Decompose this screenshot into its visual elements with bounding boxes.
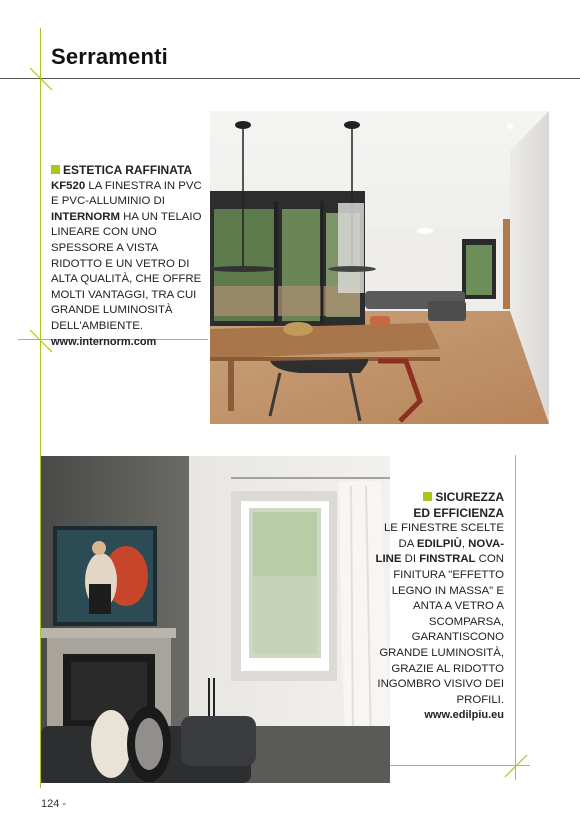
- crop-mark-bottom-right: [503, 753, 529, 779]
- heading-text-line2: ED EFFICIENZA: [413, 505, 504, 520]
- heading-text: ESTETICA RAFFINATA: [63, 163, 193, 177]
- section-title: Serramenti: [51, 44, 168, 69]
- brand-name: FINSTRAL: [419, 553, 476, 566]
- caption-edilpiu: [374, 490, 504, 724]
- green-square-icon: [51, 165, 60, 174]
- caption-body: [51, 179, 211, 335]
- body-text: HA UN TELAIO LINEARE CON UNO SPESSORE A VISTA RIDOTTO E UN VETRO DI ALTA QUALITÀ, CHE OFFRE MOLTI VANTAGGI, TRA CUI GRANDE LUMINOSITÀ DELL'AMBIENTE.: [51, 210, 202, 332]
- caption-heading: [374, 490, 504, 521]
- brand-name: EDILPIÙ: [416, 537, 462, 550]
- caption-heading: [51, 163, 211, 179]
- body-text: LA FINESTRA IN PVC E PVC-ALLUMINIO DI: [51, 179, 202, 208]
- website-link[interactable]: www.edilpiu.eu: [424, 709, 504, 722]
- product-name: KF520: [51, 179, 86, 192]
- brand-name: INTERNORM: [51, 210, 120, 223]
- guide-line-vertical-right: [515, 455, 516, 780]
- caption-body: [374, 521, 504, 708]
- heading-text: SICUREZZA: [435, 490, 504, 504]
- separator: ,: [461, 537, 469, 550]
- green-square-icon: [423, 492, 432, 501]
- page-number: 124 -: [41, 798, 67, 810]
- body-text: DI: [401, 553, 420, 566]
- photo-fireplace-room: [41, 456, 390, 783]
- caption-internorm: [51, 163, 211, 350]
- photo-living-room: [210, 111, 549, 424]
- body-text: CON FINITURA "EFFETTO LEGNO IN MASSA" E ANTA A VETRO A SCOMPARSA, GARANTISCONO GRANDE LUMINOSITÀ, GRAZIE AL RIDOTTO INGOMBRO VISIVO DEI PROFILI.: [377, 553, 504, 706]
- body-text: LE FINESTRE SCELTE DA: [383, 522, 504, 550]
- header-rule: [0, 78, 580, 79]
- website-link[interactable]: www.internorm.com: [51, 335, 157, 348]
- product-name: NOVA-LINE: [375, 537, 504, 566]
